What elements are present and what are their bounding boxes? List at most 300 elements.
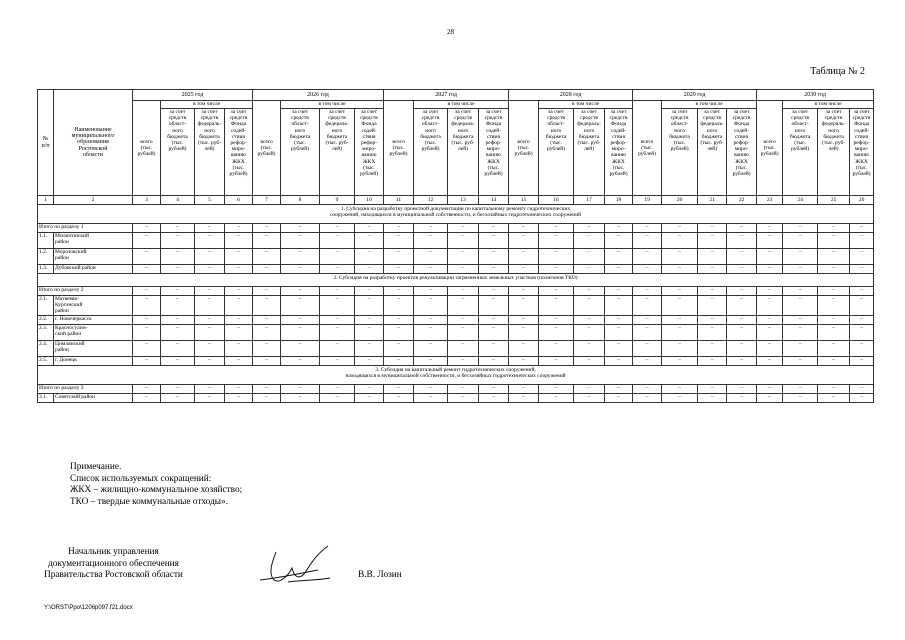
dash-cell: – bbox=[479, 296, 509, 316]
dash-cell: – bbox=[281, 287, 320, 296]
dash-cell: – bbox=[783, 356, 818, 365]
dash-cell: – bbox=[133, 249, 161, 265]
dash-cell: – bbox=[698, 249, 727, 265]
row-number: 2.2. bbox=[38, 315, 54, 324]
header-total: всего (тыс. рублей) bbox=[757, 101, 783, 196]
dash-cell: – bbox=[281, 249, 320, 265]
municipality-name: Милютинский район bbox=[54, 233, 133, 249]
dash-cell: – bbox=[574, 287, 605, 296]
notes-line: ТКО – твердые коммунальные отходы». bbox=[70, 496, 229, 507]
dash-cell: – bbox=[320, 340, 355, 356]
dash-cell: – bbox=[850, 296, 874, 316]
dash-cell: – bbox=[320, 384, 355, 393]
dash-cell: – bbox=[414, 393, 448, 402]
dash-cell: – bbox=[574, 356, 605, 365]
dash-cell: – bbox=[633, 296, 662, 316]
dash-cell: – bbox=[414, 265, 448, 274]
column-number: 9 bbox=[320, 196, 355, 205]
dash-cell: – bbox=[574, 384, 605, 393]
dash-cell: – bbox=[605, 265, 633, 274]
dash-cell: – bbox=[479, 340, 509, 356]
header-year: 2026 год bbox=[253, 90, 384, 101]
municipality-name: г. Новочеркасск bbox=[54, 315, 133, 324]
dash-cell: – bbox=[384, 233, 414, 249]
header-total: всего (тыс. рублей) bbox=[253, 101, 281, 196]
dash-cell: – bbox=[414, 340, 448, 356]
dash-cell: – bbox=[281, 356, 320, 365]
dash-cell: – bbox=[161, 356, 195, 365]
dash-cell: – bbox=[448, 393, 479, 402]
dash-cell: – bbox=[757, 265, 783, 274]
dash-cell: – bbox=[818, 393, 850, 402]
dash-cell: – bbox=[161, 384, 195, 393]
header-year: 2025 год bbox=[133, 90, 253, 101]
column-number: 15 bbox=[509, 196, 539, 205]
dash-cell: – bbox=[281, 315, 320, 324]
dash-cell: – bbox=[133, 315, 161, 324]
dash-cell: – bbox=[727, 224, 757, 233]
dash-cell: – bbox=[818, 296, 850, 316]
notes-line: Список используемых сокращений: bbox=[70, 473, 212, 484]
header-year: 2029 год bbox=[633, 90, 757, 101]
dash-cell: – bbox=[757, 340, 783, 356]
dash-cell: – bbox=[574, 265, 605, 274]
dash-cell: – bbox=[384, 265, 414, 274]
dash-cell: – bbox=[281, 296, 320, 316]
municipality-name: Морозовский район bbox=[54, 249, 133, 265]
dash-cell: – bbox=[195, 296, 225, 316]
notes-title: Примечание. bbox=[70, 462, 122, 472]
header-total: всего (тыс. рублей) bbox=[384, 101, 414, 196]
dash-cell: – bbox=[574, 233, 605, 249]
dash-cell: – bbox=[320, 393, 355, 402]
dash-cell: – bbox=[818, 384, 850, 393]
dash-cell: – bbox=[414, 356, 448, 365]
dash-cell: – bbox=[195, 356, 225, 365]
row-number: 2.3. bbox=[38, 324, 54, 340]
dash-cell: – bbox=[355, 384, 384, 393]
dash-cell: – bbox=[355, 287, 384, 296]
row-number: 2.1. bbox=[38, 296, 54, 316]
column-number: 12 bbox=[414, 196, 448, 205]
header-including: в том числе bbox=[414, 101, 509, 109]
dash-cell: – bbox=[757, 233, 783, 249]
header-federal-budget: за счет средств федераль- ного бюджета (тыс. руб- лей) bbox=[698, 109, 727, 196]
dash-cell: – bbox=[850, 287, 874, 296]
dash-cell: – bbox=[539, 249, 574, 265]
dash-cell: – bbox=[253, 393, 281, 402]
dash-cell: – bbox=[479, 324, 509, 340]
dash-cell: – bbox=[605, 393, 633, 402]
dash-cell: – bbox=[539, 324, 574, 340]
row-number: 1.2. bbox=[38, 249, 54, 265]
signatory-name: В.В. Лозин bbox=[358, 570, 402, 580]
dash-cell: – bbox=[253, 315, 281, 324]
dash-cell: – bbox=[281, 224, 320, 233]
dash-cell: – bbox=[783, 287, 818, 296]
dash-cell: – bbox=[384, 356, 414, 365]
dash-cell: – bbox=[727, 384, 757, 393]
dash-cell: – bbox=[727, 287, 757, 296]
dash-cell: – bbox=[633, 356, 662, 365]
dash-cell: – bbox=[195, 393, 225, 402]
column-number: 1 bbox=[38, 196, 54, 205]
dash-cell: – bbox=[133, 287, 161, 296]
dash-cell: – bbox=[253, 233, 281, 249]
column-number: 18 bbox=[605, 196, 633, 205]
header-year: 2027 год bbox=[384, 90, 509, 101]
section-title: 2. Субсидия на разработку проектов рекультивации загрязненных земельных участков (полигонов ТКО) bbox=[38, 274, 874, 287]
dash-cell: – bbox=[574, 340, 605, 356]
column-number: 13 bbox=[448, 196, 479, 205]
dash-cell: – bbox=[414, 296, 448, 316]
dash-cell: – bbox=[195, 384, 225, 393]
dash-cell: – bbox=[281, 324, 320, 340]
dash-cell: – bbox=[384, 315, 414, 324]
page-number: 28 bbox=[447, 28, 454, 36]
dash-cell: – bbox=[509, 324, 539, 340]
dash-cell: – bbox=[225, 340, 253, 356]
notes bbox=[70, 462, 242, 508]
dash-cell: – bbox=[698, 315, 727, 324]
section-total-label: Итого по разделу 3 bbox=[38, 384, 133, 393]
header-regional-budget: за счет средств област- ного бюджета (тыс. рублей) bbox=[783, 109, 818, 196]
dash-cell: – bbox=[698, 340, 727, 356]
column-number: 8 bbox=[281, 196, 320, 205]
dash-cell: – bbox=[539, 224, 574, 233]
dash-cell: – bbox=[727, 233, 757, 249]
column-number: 26 bbox=[850, 196, 874, 205]
dash-cell: – bbox=[818, 324, 850, 340]
dash-cell: – bbox=[225, 296, 253, 316]
dash-cell: – bbox=[850, 324, 874, 340]
dash-cell: – bbox=[384, 324, 414, 340]
signatory-line: документационного обеспечения bbox=[47, 558, 179, 569]
dash-cell: – bbox=[727, 315, 757, 324]
dash-cell: – bbox=[783, 224, 818, 233]
header-regional-budget: за счет средств област- ного бюджета (тыс. рублей) bbox=[414, 109, 448, 196]
section-total-label: Итого по разделу 1 bbox=[38, 224, 133, 233]
dash-cell: – bbox=[633, 287, 662, 296]
dash-cell: – bbox=[414, 233, 448, 249]
dash-cell: – bbox=[783, 324, 818, 340]
dash-cell: – bbox=[757, 296, 783, 316]
dash-cell: – bbox=[320, 265, 355, 274]
dash-cell: – bbox=[662, 287, 698, 296]
dash-cell: – bbox=[574, 393, 605, 402]
dash-cell: – bbox=[698, 384, 727, 393]
dash-cell: – bbox=[161, 296, 195, 316]
dash-cell: – bbox=[414, 224, 448, 233]
dash-cell: – bbox=[281, 233, 320, 249]
row-number: 1.1. bbox=[38, 233, 54, 249]
column-number: 22 bbox=[727, 196, 757, 205]
header-housing-fund: за счет средств Фонда содей- ствия рефор- миро- ванию ЖКХ (тыс. рублей) bbox=[225, 109, 253, 196]
dash-cell: – bbox=[320, 315, 355, 324]
dash-cell: – bbox=[161, 249, 195, 265]
dash-cell: – bbox=[479, 393, 509, 402]
column-number: 3 bbox=[133, 196, 161, 205]
dash-cell: – bbox=[850, 233, 874, 249]
dash-cell: – bbox=[509, 384, 539, 393]
header-federal-budget: за счет средств федераль- ного бюджета (тыс. руб- лей) bbox=[574, 109, 605, 196]
dash-cell: – bbox=[479, 249, 509, 265]
dash-cell: – bbox=[320, 224, 355, 233]
dash-cell: – bbox=[574, 296, 605, 316]
column-number: 25 bbox=[818, 196, 850, 205]
dash-cell: – bbox=[727, 249, 757, 265]
dash-cell: – bbox=[818, 224, 850, 233]
dash-cell: – bbox=[355, 233, 384, 249]
dash-cell: – bbox=[448, 265, 479, 274]
dash-cell: – bbox=[633, 324, 662, 340]
dash-cell: – bbox=[509, 340, 539, 356]
dash-cell: – bbox=[448, 224, 479, 233]
dash-cell: – bbox=[161, 287, 195, 296]
dash-cell: – bbox=[355, 224, 384, 233]
dash-cell: – bbox=[133, 233, 161, 249]
dash-cell: – bbox=[448, 233, 479, 249]
header-regional-budget: за счет средств област- ного бюджета (тыс. рублей) bbox=[539, 109, 574, 196]
header-federal-budget: за счет средств федераль- ного бюджета (тыс. руб- лей) bbox=[195, 109, 225, 196]
dash-cell: – bbox=[605, 224, 633, 233]
dash-cell: – bbox=[757, 249, 783, 265]
subsidy-table bbox=[37, 89, 874, 403]
dash-cell: – bbox=[133, 296, 161, 316]
section-total-label: Итого по разделу 2 bbox=[38, 287, 133, 296]
dash-cell: – bbox=[698, 393, 727, 402]
dash-cell: – bbox=[662, 296, 698, 316]
dash-cell: – bbox=[605, 233, 633, 249]
municipality-name: Советский район bbox=[54, 393, 133, 402]
header-including: в том числе bbox=[161, 101, 253, 109]
dash-cell: – bbox=[605, 340, 633, 356]
header-including: в том числе bbox=[281, 101, 384, 109]
dash-cell: – bbox=[448, 324, 479, 340]
notes-line: ЖКХ – жилищно-коммунальное хозяйство; bbox=[70, 485, 243, 495]
dash-cell: – bbox=[479, 224, 509, 233]
row-number: 3.1. bbox=[38, 393, 54, 402]
dash-cell: – bbox=[698, 233, 727, 249]
dash-cell: – bbox=[479, 356, 509, 365]
dash-cell: – bbox=[509, 224, 539, 233]
dash-cell: – bbox=[133, 265, 161, 274]
dash-cell: – bbox=[633, 224, 662, 233]
header-total: всего (тыс. рублей) bbox=[509, 101, 539, 196]
dash-cell: – bbox=[281, 265, 320, 274]
dash-cell: – bbox=[414, 324, 448, 340]
dash-cell: – bbox=[662, 265, 698, 274]
municipality-name: Матвеево- Курганский район bbox=[54, 296, 133, 316]
dash-cell: – bbox=[783, 233, 818, 249]
dash-cell: – bbox=[757, 315, 783, 324]
header-year: 2030 год bbox=[757, 90, 874, 101]
signatory-line: Правительства Ростовской области bbox=[44, 570, 183, 580]
dash-cell: – bbox=[633, 249, 662, 265]
dash-cell: – bbox=[384, 287, 414, 296]
dash-cell: – bbox=[320, 296, 355, 316]
dash-cell: – bbox=[727, 340, 757, 356]
dash-cell: – bbox=[662, 356, 698, 365]
signatory-title bbox=[44, 547, 183, 582]
dash-cell: – bbox=[850, 356, 874, 365]
header-federal-budget: за счет средств федераль- ного бюджета (тыс. руб- лей) bbox=[320, 109, 355, 196]
dash-cell: – bbox=[253, 224, 281, 233]
dash-cell: – bbox=[448, 356, 479, 365]
dash-cell: – bbox=[133, 224, 161, 233]
dash-cell: – bbox=[225, 356, 253, 365]
dash-cell: – bbox=[633, 340, 662, 356]
dash-cell: – bbox=[161, 324, 195, 340]
dash-cell: – bbox=[448, 384, 479, 393]
dash-cell: – bbox=[195, 287, 225, 296]
column-number: 17 bbox=[574, 196, 605, 205]
dash-cell: – bbox=[384, 249, 414, 265]
dash-cell: – bbox=[727, 356, 757, 365]
dash-cell: – bbox=[414, 384, 448, 393]
dash-cell: – bbox=[757, 287, 783, 296]
dash-cell: – bbox=[133, 393, 161, 402]
dash-cell: – bbox=[320, 287, 355, 296]
dash-cell: – bbox=[253, 296, 281, 316]
dash-cell: – bbox=[698, 296, 727, 316]
header-including: в том числе bbox=[539, 101, 633, 109]
dash-cell: – bbox=[757, 356, 783, 365]
column-number: 6 bbox=[225, 196, 253, 205]
dash-cell: – bbox=[727, 265, 757, 274]
dash-cell: – bbox=[320, 249, 355, 265]
dash-cell: – bbox=[605, 296, 633, 316]
dash-cell: – bbox=[448, 296, 479, 316]
dash-cell: – bbox=[253, 384, 281, 393]
dash-cell: – bbox=[850, 340, 874, 356]
municipality-name: г. Донецк bbox=[54, 356, 133, 365]
header-federal-budget: за счет средств федераль- ного бюджета (тыс. руб- лей) bbox=[448, 109, 479, 196]
dash-cell: – bbox=[161, 393, 195, 402]
dash-cell: – bbox=[133, 324, 161, 340]
dash-cell: – bbox=[539, 384, 574, 393]
header-federal-budget: за счет средств федераль- ного бюджета (тыс. руб- лей) bbox=[818, 109, 850, 196]
dash-cell: – bbox=[384, 224, 414, 233]
dash-cell: – bbox=[225, 233, 253, 249]
dash-cell: – bbox=[320, 356, 355, 365]
dash-cell: – bbox=[698, 324, 727, 340]
dash-cell: – bbox=[539, 265, 574, 274]
dash-cell: – bbox=[225, 324, 253, 340]
dash-cell: – bbox=[225, 249, 253, 265]
dash-cell: – bbox=[225, 393, 253, 402]
header-housing-fund: за счет средств Фонда содей- ствия рефор- миро- ванию ЖКХ (тыс. рублей) bbox=[479, 109, 509, 196]
dash-cell: – bbox=[783, 249, 818, 265]
table-title: Таблица № 2 bbox=[810, 66, 865, 77]
header-housing-fund: за счет средств Фонда содей- ствия рефор- миро- ванию ЖКХ (тыс. рублей) bbox=[605, 109, 633, 196]
header-name: Наименование муниципального образования Ростовской области bbox=[54, 90, 133, 196]
dash-cell: – bbox=[509, 296, 539, 316]
dash-cell: – bbox=[633, 233, 662, 249]
header-housing-fund: за счет средств Фонда содей- ствия рефор- миро- ванию ЖКХ (тыс. рублей) bbox=[850, 109, 874, 196]
column-number: 4 bbox=[161, 196, 195, 205]
dash-cell: – bbox=[539, 287, 574, 296]
header-no: № п/п bbox=[38, 90, 54, 196]
dash-cell: – bbox=[225, 315, 253, 324]
dash-cell: – bbox=[355, 249, 384, 265]
dash-cell: – bbox=[633, 384, 662, 393]
dash-cell: – bbox=[698, 356, 727, 365]
header-total: всего (тыс. рублей) bbox=[133, 101, 161, 196]
dash-cell: – bbox=[818, 315, 850, 324]
dash-cell: – bbox=[225, 384, 253, 393]
header-year: 2028 год bbox=[509, 90, 633, 101]
row-number: 2.4. bbox=[38, 340, 54, 356]
dash-cell: – bbox=[783, 265, 818, 274]
handwritten-signature bbox=[258, 540, 338, 590]
dash-cell: – bbox=[818, 340, 850, 356]
dash-cell: – bbox=[355, 340, 384, 356]
dash-cell: – bbox=[195, 324, 225, 340]
dash-cell: – bbox=[161, 315, 195, 324]
dash-cell: – bbox=[509, 393, 539, 402]
dash-cell: – bbox=[509, 249, 539, 265]
dash-cell: – bbox=[448, 340, 479, 356]
dash-cell: – bbox=[509, 356, 539, 365]
dash-cell: – bbox=[161, 265, 195, 274]
dash-cell: – bbox=[195, 233, 225, 249]
column-number: 24 bbox=[783, 196, 818, 205]
dash-cell: – bbox=[850, 315, 874, 324]
dash-cell: – bbox=[195, 315, 225, 324]
dash-cell: – bbox=[662, 340, 698, 356]
dash-cell: – bbox=[355, 296, 384, 316]
municipality-name: Дубовский район bbox=[54, 265, 133, 274]
dash-cell: – bbox=[574, 315, 605, 324]
dash-cell: – bbox=[662, 384, 698, 393]
dash-cell: – bbox=[320, 324, 355, 340]
dash-cell: – bbox=[539, 340, 574, 356]
dash-cell: – bbox=[509, 265, 539, 274]
dash-cell: – bbox=[509, 287, 539, 296]
dash-cell: – bbox=[698, 224, 727, 233]
dash-cell: – bbox=[225, 287, 253, 296]
dash-cell: – bbox=[253, 265, 281, 274]
dash-cell: – bbox=[727, 296, 757, 316]
dash-cell: – bbox=[509, 233, 539, 249]
dash-cell: – bbox=[539, 233, 574, 249]
dash-cell: – bbox=[253, 287, 281, 296]
column-number: 5 bbox=[195, 196, 225, 205]
dash-cell: – bbox=[225, 224, 253, 233]
column-number: 21 bbox=[698, 196, 727, 205]
dash-cell: – bbox=[539, 296, 574, 316]
dash-cell: – bbox=[757, 224, 783, 233]
dash-cell: – bbox=[195, 340, 225, 356]
dash-cell: – bbox=[662, 224, 698, 233]
dash-cell: – bbox=[195, 224, 225, 233]
dash-cell: – bbox=[850, 393, 874, 402]
dash-cell: – bbox=[850, 249, 874, 265]
dash-cell: – bbox=[574, 324, 605, 340]
dash-cell: – bbox=[225, 265, 253, 274]
dash-cell: – bbox=[509, 315, 539, 324]
dash-cell: – bbox=[414, 249, 448, 265]
dash-cell: – bbox=[448, 287, 479, 296]
dash-cell: – bbox=[605, 356, 633, 365]
dash-cell: – bbox=[479, 384, 509, 393]
dash-cell: – bbox=[727, 324, 757, 340]
dash-cell: – bbox=[818, 287, 850, 296]
dash-cell: – bbox=[605, 324, 633, 340]
column-number: 20 bbox=[662, 196, 698, 205]
dash-cell: – bbox=[479, 233, 509, 249]
